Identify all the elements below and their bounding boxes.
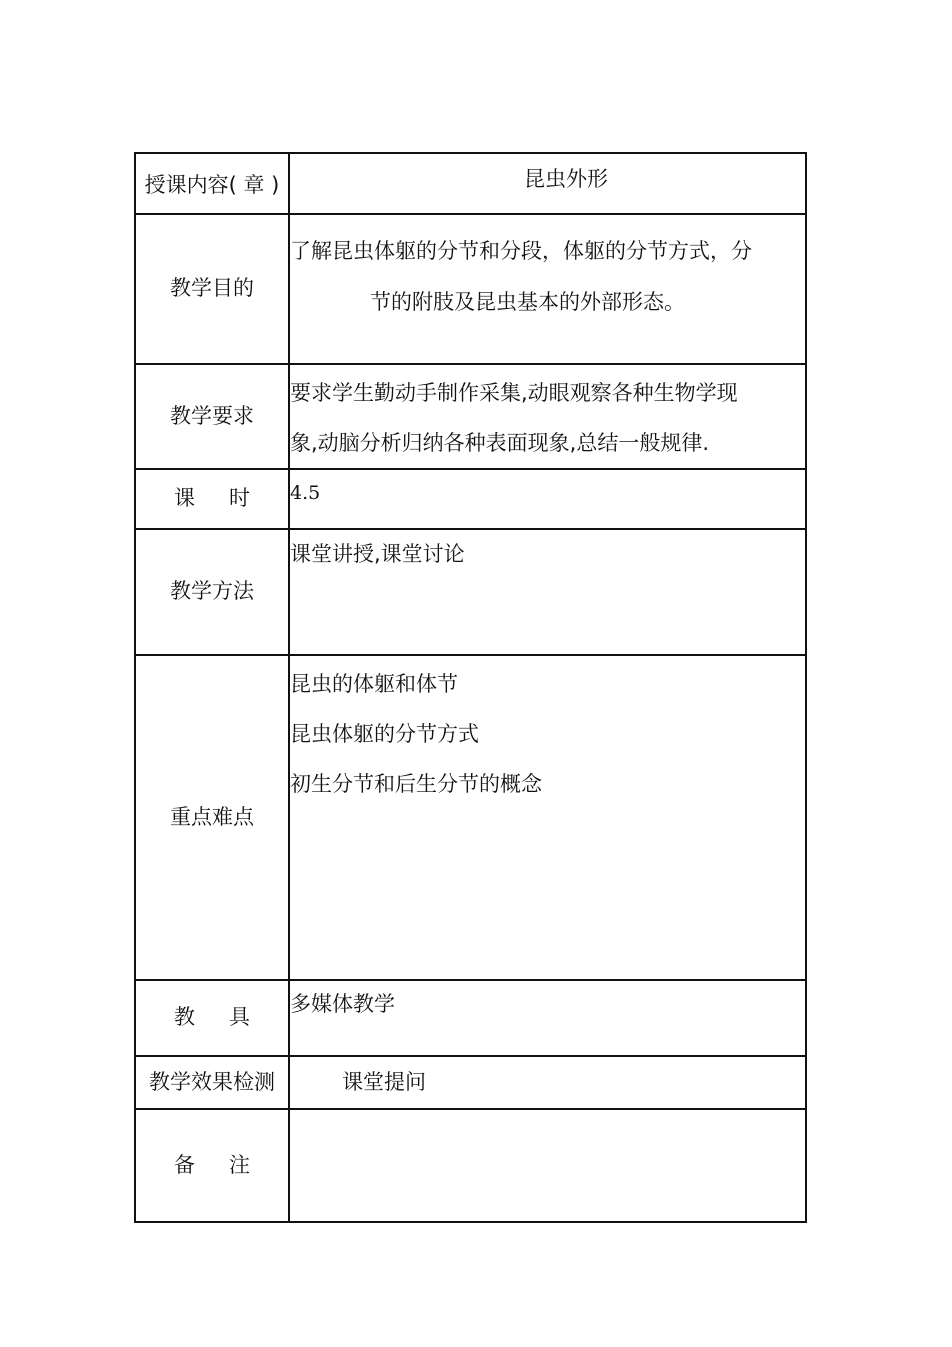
evaluation-value: 课堂提问 [289,1056,806,1109]
evaluation-label: 教学效果检测 [135,1056,289,1109]
method-label: 教学方法 [135,529,289,655]
row-method [135,529,806,655]
row-notes [135,1109,806,1222]
method-value: 课堂讲授,课堂讨论 [290,542,465,566]
notes-label-b: 注 [229,1152,250,1177]
hours-label-b: 时 [229,486,250,511]
lesson-plan-table [134,152,807,1223]
requirement-label: 教学要求 [135,364,289,469]
row-goal [135,214,806,364]
hours-value: 4.5 [289,469,806,529]
tools-label-b: 具 [229,1005,250,1030]
requirement-line-2: 象,动脑分析归纳各种表面现象,总结一般规律. [290,431,710,455]
row-tools [135,980,806,1056]
requirement-value-cell [289,364,806,469]
key-point-3: 初生分节和后生分节的概念 [290,772,542,796]
hours-label-a: 课 [174,486,195,511]
row-key-points [135,655,806,980]
notes-value [289,1109,806,1222]
notes-label [135,1109,289,1222]
content-value-cell [289,153,806,214]
tools-value: 多媒体教学 [290,992,395,1016]
row-content [135,153,806,214]
tools-label [135,980,289,1056]
tools-value-cell [289,980,806,1056]
goal-line-2: 节的附肢及昆虫基本的外部形态。 [370,290,685,314]
requirement-line-1: 要求学生勤动手制作采集,动眼观察各种生物学现 [290,381,738,405]
method-value-cell [289,529,806,655]
key-points-value-cell [289,655,806,980]
row-evaluation [135,1056,806,1109]
goal-line-1: 了解昆虫体躯的分节和分段，体躯的分节方式，分 [290,239,752,263]
goal-value-cell [289,214,806,364]
row-requirement [135,364,806,469]
key-points-label: 重点难点 [135,655,289,980]
key-point-2: 昆虫体躯的分节方式 [290,722,479,746]
key-point-1: 昆虫的体躯和体节 [290,672,458,696]
content-label: 授课内容( 章 ) [135,153,289,214]
content-value: 昆虫外形 [524,166,608,191]
row-hours [135,469,806,529]
notes-label-a: 备 [174,1152,195,1177]
goal-label: 教学目的 [135,214,289,364]
hours-label [135,469,289,529]
tools-label-a: 教 [174,1005,195,1030]
